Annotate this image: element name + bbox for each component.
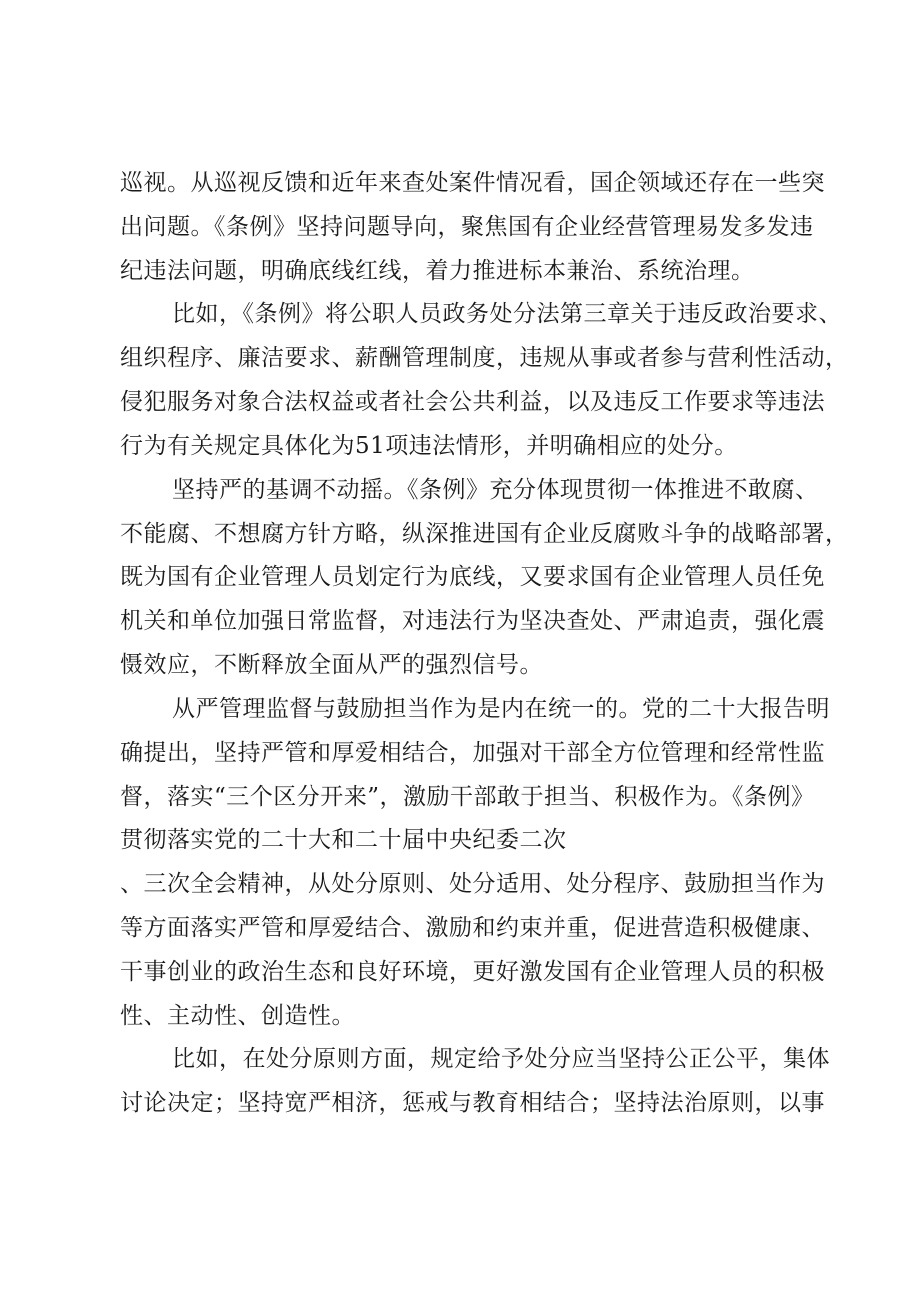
text-line: 讨论决定；坚持宽严相济，惩戒与教育相结合；坚持法治原则，以事 <box>120 1090 825 1116</box>
paragraph-first-line: 比如，《条例》将公职人员政务处分法第三章关于违反政治要求、 <box>172 301 842 327</box>
paragraph-first-line: 从严管理监督与鼓励担当作为是内在统一的。党的二十大报告明 <box>172 696 830 722</box>
text-line: 侵犯服务对象合法权益或者社会公共利益，以及违反工作要求等违法 <box>120 389 825 415</box>
text-line: 、三次全会精神，从处分原则、处分适用、处分程序、鼓励担当作为 <box>120 871 825 897</box>
text-line: 行为有关规定具体化为51项违法情形，并明确相应的处分。 <box>120 433 738 459</box>
text-line: 等方面落实严管和厚爱结合、激励和约束并重，促进营造积极健康、 <box>120 915 825 941</box>
text-line: 不能腐、不想腐方针方略，纵深推进国有企业反腐败斗争的战略部署， <box>120 521 849 547</box>
text-line: 既为国有企业管理人员划定行为底线，又要求国有企业管理人员任免 <box>120 564 825 590</box>
text-line: 巡视。从巡视反馈和近年来查处案件情况看，国企领域还存在一些突 <box>120 170 825 196</box>
text-line: 干事创业的政治生态和良好环境，更好激发国有企业管理人员的积极 <box>120 959 825 985</box>
text-line: 贯彻落实党的二十大和二十届中央纪委二次 <box>120 827 567 853</box>
text-line: 出问题。《条例》坚持问题导向，聚焦国有企业经营管理易发多发违 <box>120 214 814 240</box>
text-line: 慑效应，不断释放全面从严的强烈信号。 <box>120 652 543 678</box>
paragraph-first-line: 坚持严的基调不动摇。《条例》充分体现贯彻一体推进不敢腐、 <box>172 477 819 503</box>
text-line: 纪违法问题，明确底线红线，着力推进标本兼治、系统治理。 <box>120 258 755 284</box>
text-line: 性、主动性、创造性。 <box>120 1003 355 1029</box>
text-line: 机关和单位加强日常监督，对违法行为坚决查处、严肃追责，强化震 <box>120 608 825 634</box>
text-line: 督，落实“三个区分开来”，激励干部敢于担当、积极作为。《条例》 <box>120 784 815 810</box>
text-line: 组织程序、廉洁要求、薪酬管理制度，违规从事或者参与营利性活动， <box>120 345 849 371</box>
paragraph-first-line: 比如，在处分原则方面，规定给予处分应当坚持公正公平，集体 <box>172 1046 830 1072</box>
text-line: 确提出，坚持严管和厚爱相结合，加强对干部全方位管理和经常性监 <box>120 740 825 766</box>
